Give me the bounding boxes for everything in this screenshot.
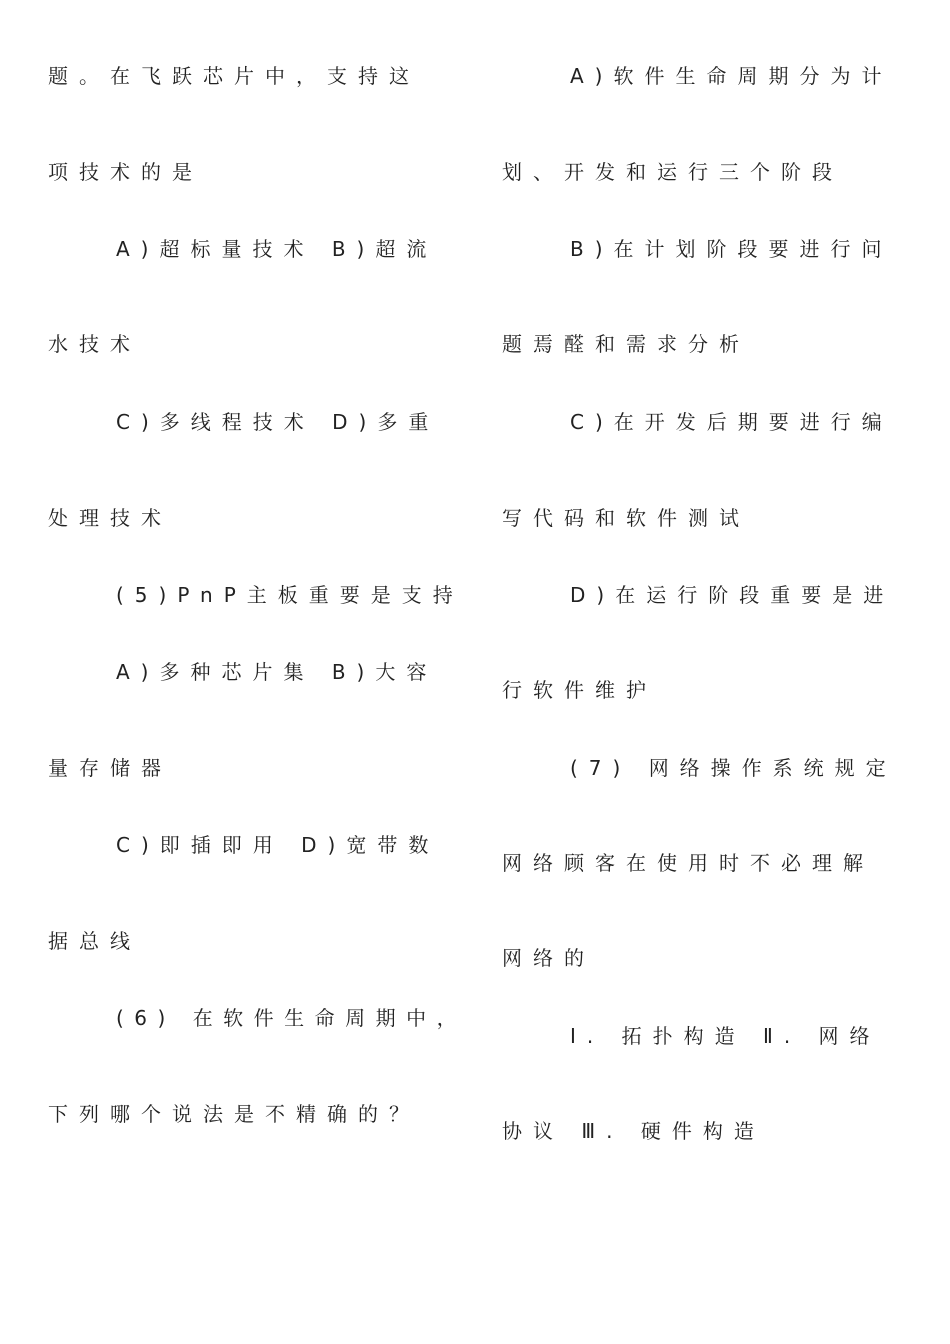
- text-line: 划、开发和运行三个阶段: [502, 160, 843, 184]
- text-line: 题。在飞跃芯片中，支持这: [48, 64, 420, 88]
- option-line: A)软件生命周期分为计: [570, 64, 893, 88]
- option-line: Ⅰ. 拓扑构造 Ⅱ. 网络: [570, 1024, 881, 1048]
- question-line: (5)PnP主板重要是支持: [116, 583, 464, 607]
- option-line: D)在运行阶段重要是进: [570, 583, 895, 607]
- option-line: A)多种芯片集 B)大容: [116, 660, 438, 684]
- option-line: A)超标量技术 B)超流: [116, 237, 438, 261]
- text-line: 协议 Ⅲ. 硬件构造: [502, 1119, 765, 1143]
- option-line: C)在开发后期要进行编: [570, 410, 893, 434]
- question-line: (7) 网络操作系统规定: [570, 756, 897, 780]
- question-line: (6) 在软件生命周期中，: [116, 1006, 468, 1030]
- text-line: 项技术的是: [48, 160, 203, 184]
- option-line: B)在计划阶段要进行问: [570, 237, 893, 261]
- text-line: 题焉醛和需求分析: [502, 332, 750, 356]
- text-line: 下列哪个说法是不精确的？: [48, 1102, 420, 1126]
- text-line: 行软件维护: [502, 678, 657, 702]
- text-line: 水技术: [48, 332, 141, 356]
- text-line: 写代码和软件测试: [502, 506, 750, 530]
- text-line: 网络的: [502, 946, 595, 970]
- option-line: C)即插即用 D)宽带数: [116, 833, 440, 857]
- text-line: 量存储器: [48, 756, 172, 780]
- text-line: 处理技术: [48, 506, 172, 530]
- text-line: 网络顾客在使用时不必理解: [502, 851, 874, 875]
- text-line: 据总线: [48, 929, 141, 953]
- option-line: C)多线程技术 D)多重: [116, 410, 440, 434]
